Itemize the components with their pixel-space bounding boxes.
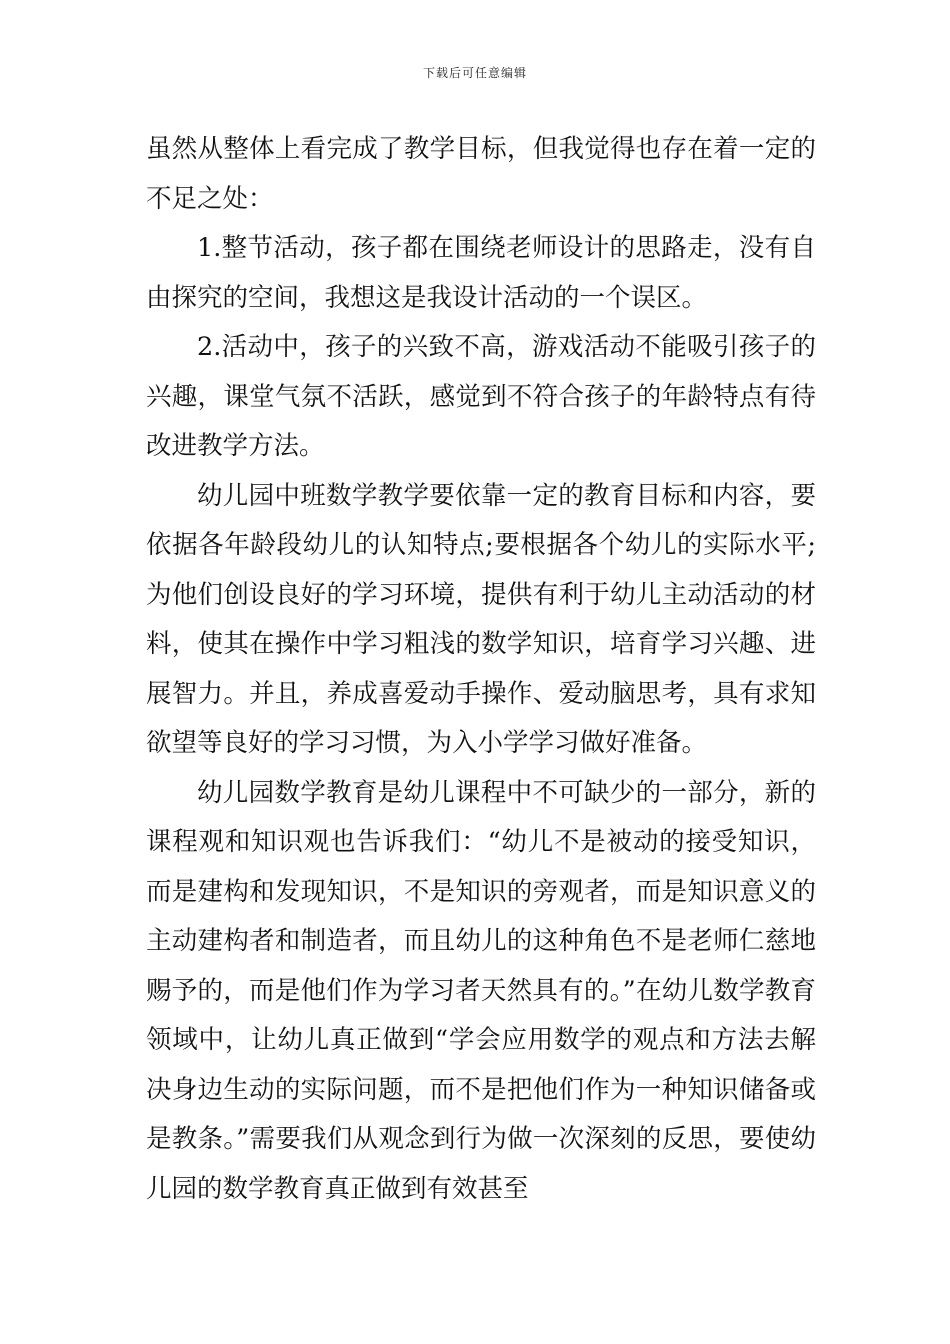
document-body [146,125,816,1214]
paragraph-education: 幼儿园数学教育是幼儿课程中不可缺少的一部分，新的课程观和知识观也告诉我们：“幼儿不是被动的接受知识，而是建构和发现知识，不是知识的旁观者，而是知识意义的主动建构者和制造者，而且幼儿的这种角色不是老师仁慈地赐予的，而是他们作为学习者天然具有的。”在幼儿数学教育领域中，让幼儿真正做到“学会应用数学的观点和方法去解决身边生动的实际问题，而不是把他们作为一种知识储备或是教条。”需要我们从观念到行为做一次深刻的反思，要使幼儿园的数学教育真正做到有效甚至 [146,777,816,1204]
paragraph-point-2: 2.活动中，孩子的兴致不高，游戏活动不能吸引孩子的兴趣，课堂气氛不活跃，感觉到不符合孩子的年龄特点有待改进教学方法。 [146,332,816,461]
page-header-note: 下载后可任意编辑 [422,66,527,80]
paragraph-point-1: 1.整节活动，孩子都在围绕老师设计的思路走，没有自由探究的空间，我想这是我设计活动的一个误区。 [146,233,816,313]
paragraph-teaching: 幼儿园中班数学教学要依靠一定的教育目标和内容，要依据各年龄段幼儿的认知特点;要根据各个幼儿的实际水平;为他们创设良好的学习环境，提供有利于幼儿主动活动的材料，使其在操作中学习粗浅的数学知识，培育学习兴趣、进展智力。并且，养成喜爱动手操作、爱动脑思考，具有求知欲望等良好的学习习惯，为入小学学习做好准备。 [146,480,816,758]
paragraph-intro: 虽然从整体上看完成了教学目标，但我觉得也存在着一定的不足之处： [146,134,816,214]
